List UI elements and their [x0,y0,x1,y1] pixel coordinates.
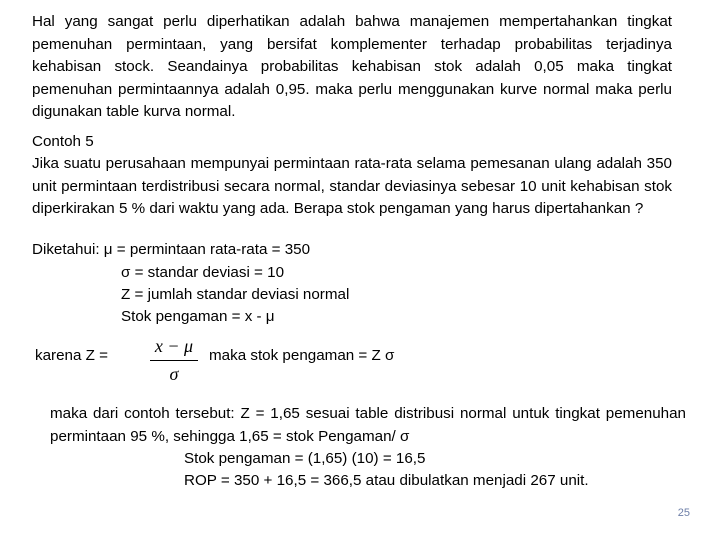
fraction-numerator: x − μ [154,336,194,356]
example-problem: Jika suatu perusahaan mempunyai permintaan rata-rata selama pemesanan ulang adalah 350 unit permintaan terdistribusi secara normal, standar deviasinya sebesar 10 unit kehabisan stok diperkirakan 5 % dari waktu yang ada. Berapa stok pengaman yang harus dipertahankan ? [32,155,672,217]
known-mean: Diketahui: μ = permintaan rata-rata = 350 [32,241,311,258]
formula-suffix: maka stok pengaman = Z σ [209,347,395,364]
formula-prefix: karena Z = [35,347,109,364]
solution-text: maka dari contoh tersebut: Z = 1,65 sesuai table distribusi normal untuk tingkat pemenuhan permintaan 95 %, sehingga 1,65 = stok Pengaman/ σ [50,405,686,445]
page-number: 25 [677,507,690,519]
solution-calc-safety-stock: Stok pengaman = (1,65) (10) = 16,5 [184,450,426,467]
intro-paragraph: Hal yang sangat perlu diperhatikan adalah bahwa manajemen mempertahankan tingkat pemenuhan permintaan, yang bersifat komplementer terhadap probabilitas terjadinya kehabisan stock. Seandainya probabilitas kehabisan stok adalah 0,05 maka tingkat pemenuhan permintaannya adalah 0,95. maka perlu menggunakan kurve normal maka perlu digunakan table kurva normal. [32,13,672,120]
known-safety-stock: Stok pengaman = x - μ [121,308,275,325]
solution-calc-rop: ROP = 350 + 16,5 = 366,5 atau dibulatkan menjadi 267 unit. [184,472,589,489]
fraction-bar [150,360,198,361]
fraction-denominator: σ [169,364,179,384]
known-sigma: σ = standar deviasi = 10 [121,264,285,281]
known-z: Z = jumlah standar deviasi normal [121,286,350,303]
example-heading: Contoh 5 [32,133,94,150]
z-formula-fraction [146,336,206,386]
